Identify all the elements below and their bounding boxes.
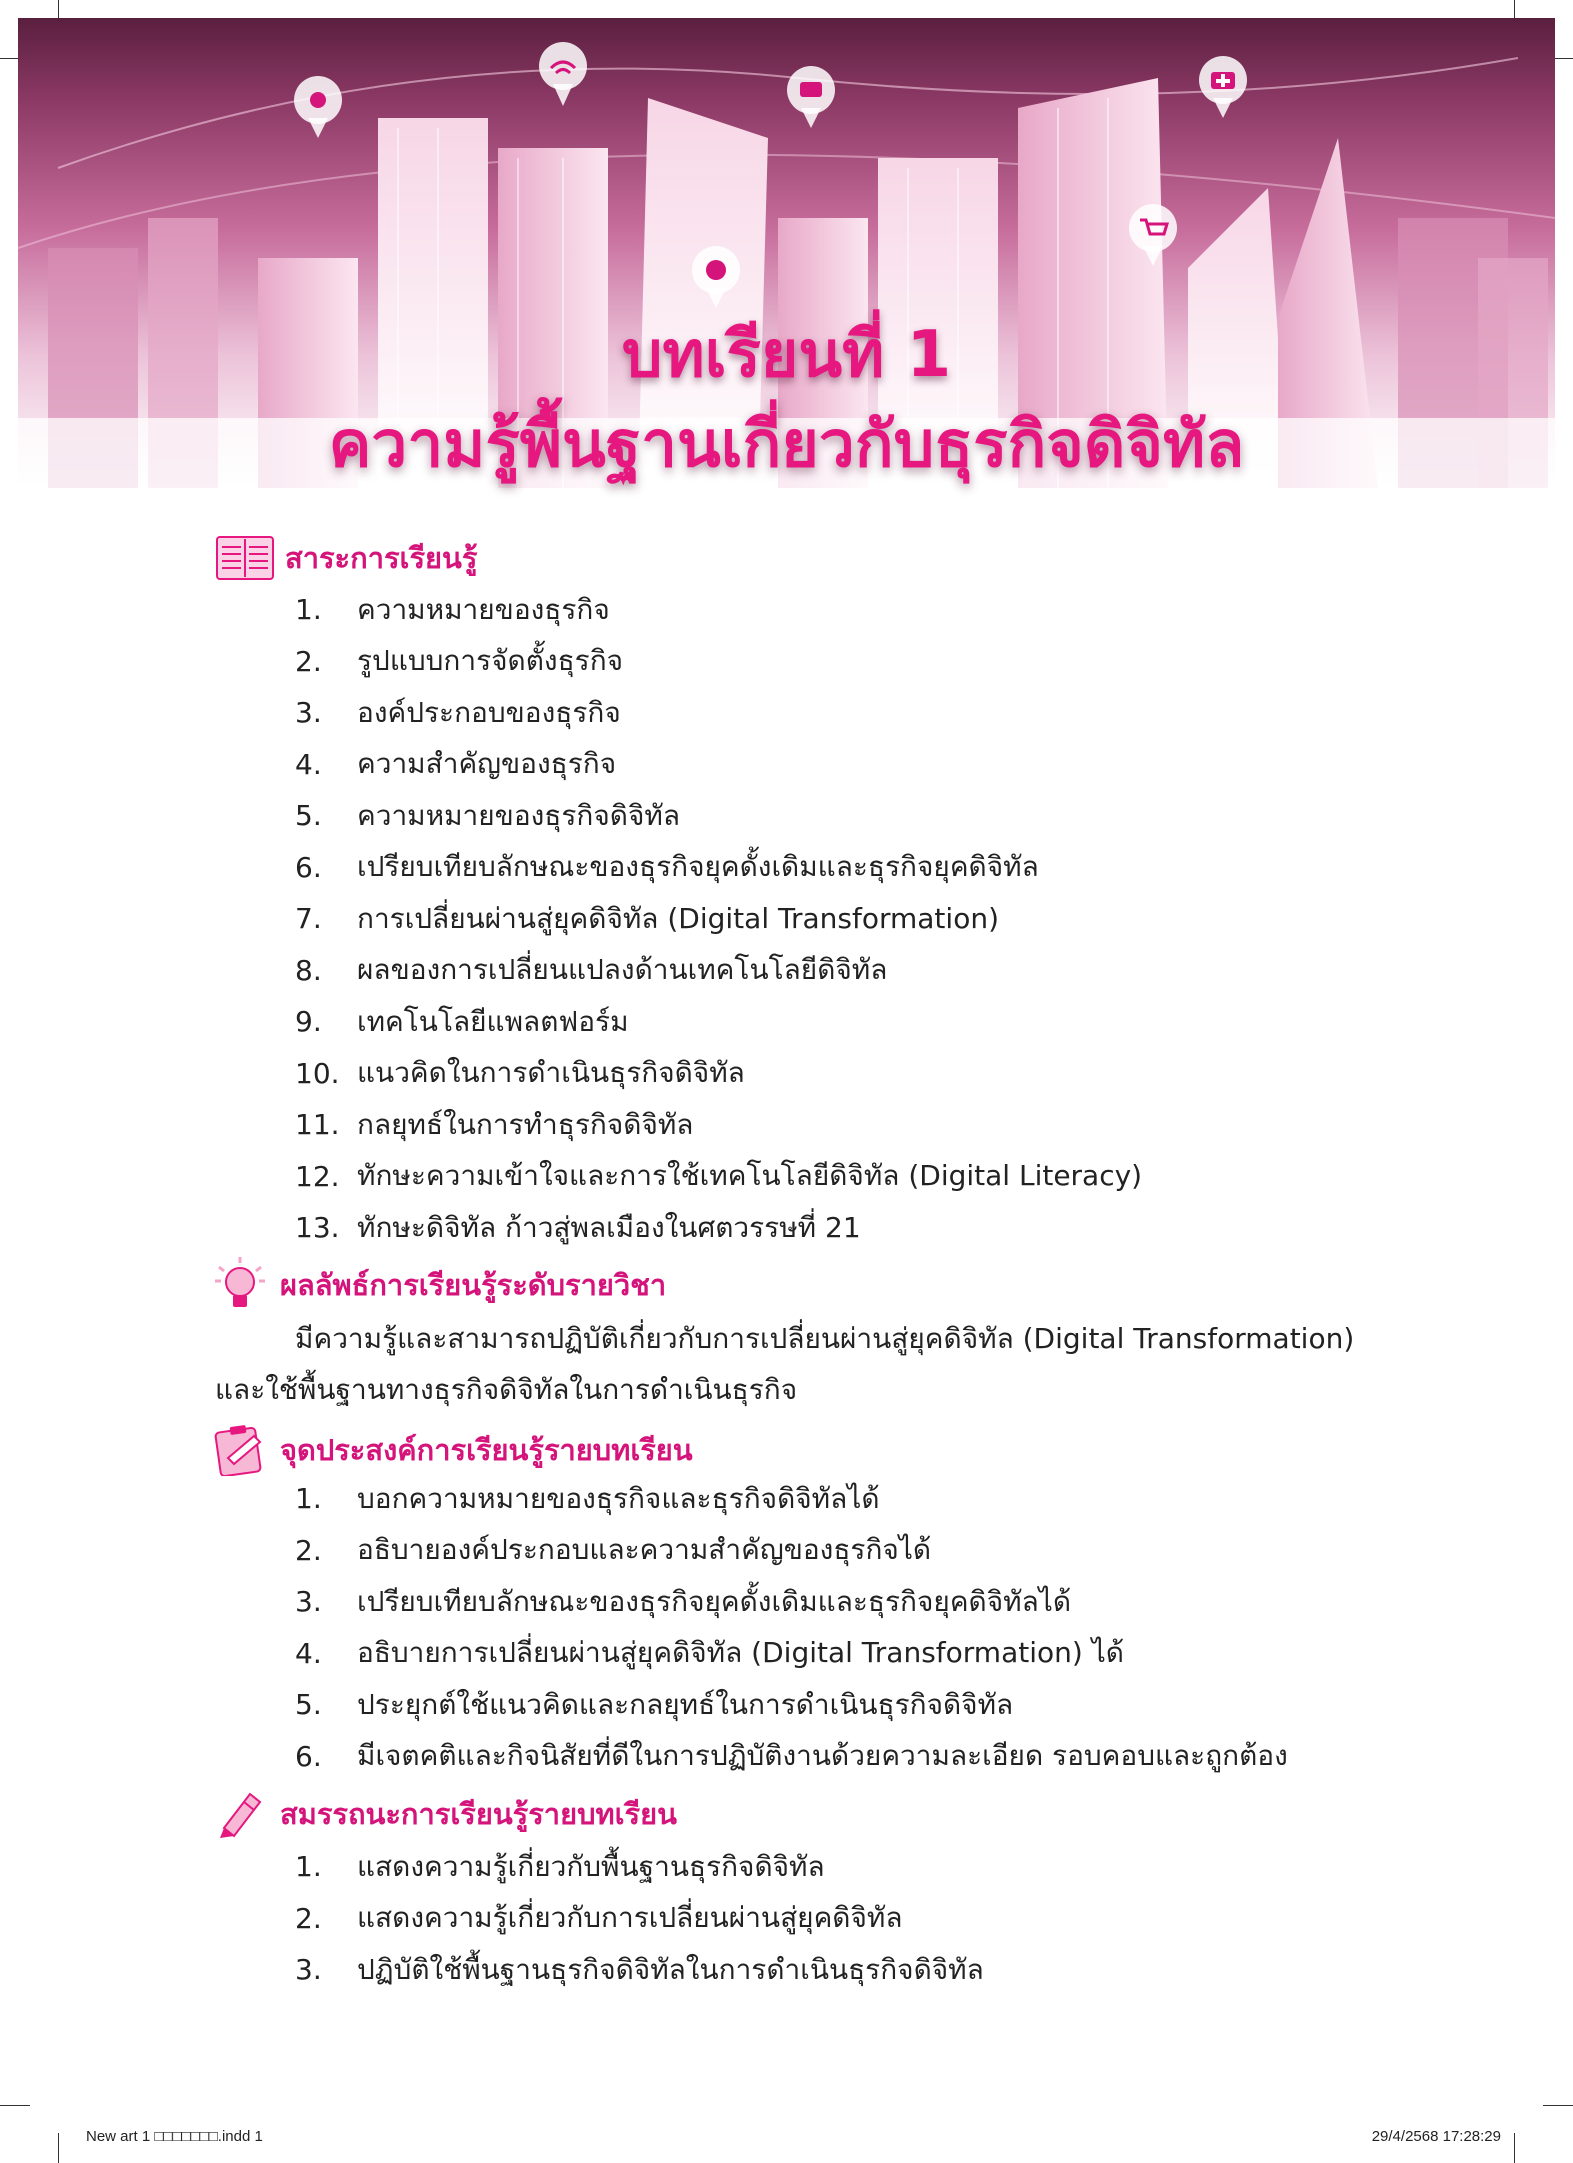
list-item (295, 739, 1142, 791)
footer-filename: New art 1 □□□□□□□.indd 1 (86, 2128, 263, 2145)
list-item (295, 1525, 1288, 1577)
item-text: ความหมายของธุรกิจ (357, 592, 610, 626)
item-text: กลยุทธ์ในการทำธุรกิจดิจิทัล (357, 1107, 694, 1141)
section-heading-content (215, 533, 477, 583)
item-text: อธิบายการเปลี่ยนผ่านสู่ยุคดิจิทัล (Digital Transformation) ได้ (357, 1636, 1124, 1670)
list-item (295, 1679, 1288, 1731)
list-item (295, 1731, 1288, 1783)
item-text: ทักษะดิจิทัล ก้าวสู่พลเมืองในศตวรรษที่ 21 (357, 1210, 861, 1244)
list-item (295, 1151, 1142, 1203)
pencil-icon (210, 1789, 270, 1839)
footer-timestamp: 29/4/2568 17:28:29 (1371, 2128, 1501, 2145)
list-item (295, 1473, 1288, 1525)
wifi-pin-icon (539, 42, 587, 106)
list-item (295, 1944, 984, 1996)
medical-pin-icon (1199, 56, 1247, 118)
section-heading-objectives (210, 1425, 693, 1475)
objectives-list (295, 1473, 1288, 1782)
list-item (295, 636, 1142, 688)
outcome-line-2: และใช้พื้นฐานทางธุรกิจดิจิทัลในการดำเนินธุรกิจ (215, 1373, 798, 1406)
section-heading-competency (210, 1789, 677, 1839)
item-number: 2. (295, 644, 322, 678)
section-heading-outcome (210, 1260, 666, 1310)
list-item (295, 842, 1142, 894)
list-item (295, 584, 1142, 636)
item-number: 3. (295, 1953, 322, 1987)
crop-mark (1514, 2133, 1515, 2163)
item-text: ผลของการเปลี่ยนแปลงด้านเทคโนโลยีดิจิทัล (357, 953, 888, 987)
list-item (295, 893, 1142, 945)
section-title: จุดประสงค์การเรียนรู้รายบทเรียน (280, 1433, 693, 1467)
content-list (295, 584, 1142, 1254)
item-text: ทักษะความเข้าใจและการใช้เทคโนโลยีดิจิทัล (Digital Literacy) (357, 1159, 1143, 1193)
item-number: 1. (295, 1850, 322, 1884)
list-item (295, 1628, 1288, 1680)
book-icon (215, 533, 275, 583)
item-text: เปรียบเทียบลักษณะของธุรกิจยุคดั้งเดิมและธุรกิจยุคดิจิทัล (357, 850, 1039, 884)
chapter-number: บทเรียนที่ 1 (621, 318, 952, 392)
clipboard-icon (210, 1425, 270, 1475)
item-text: แสดงความรู้เกี่ยวกับพื้นฐานธุรกิจดิจิทัล (357, 1849, 825, 1883)
item-text: แนวคิดในการดำเนินธุรกิจดิจิทัล (357, 1056, 745, 1090)
item-text: แสดงความรู้เกี่ยวกับการเปลี่ยนผ่านสู่ยุคดิจิทัล (357, 1901, 903, 1935)
item-number: 4. (295, 747, 322, 781)
item-text: ความสำคัญของธุรกิจ (357, 747, 617, 781)
list-item (295, 1893, 984, 1945)
section-title: สาระการเรียนรู้ (285, 541, 478, 575)
chat-pin-icon (787, 66, 835, 128)
item-text: บอกความหมายของธุรกิจและธุรกิจดิจิทัลได้ (357, 1481, 880, 1515)
item-number: 8. (295, 953, 322, 987)
item-text: ปฏิบัติใช้พื้นฐานธุรกิจดิจิทัลในการดำเนินธุรกิจดิจิทัล (357, 1952, 984, 1986)
list-item (295, 1202, 1142, 1254)
list-item (295, 1099, 1142, 1151)
lightbulb-icon (210, 1260, 270, 1310)
item-number: 11. (295, 1108, 340, 1142)
item-number: 5. (295, 799, 322, 833)
list-item (295, 1048, 1142, 1100)
crop-mark (58, 2133, 59, 2163)
item-text: อธิบายองค์ประกอบและความสำคัญของธุรกิจได้ (357, 1533, 932, 1567)
list-item (295, 687, 1142, 739)
chapter-title: ความรู้พื้นฐานเกี่ยวกับธุรกิจดิจิทัล (328, 408, 1245, 482)
item-number: 2. (295, 1901, 322, 1935)
list-item (295, 1841, 984, 1893)
item-number: 5. (295, 1688, 322, 1722)
item-number: 13. (295, 1211, 340, 1245)
item-text: รูปแบบการจัดตั้งธุรกิจ (357, 644, 624, 678)
item-text: เปรียบเทียบลักษณะของธุรกิจยุคดั้งเดิมและธุรกิจยุคดิจิทัลได้ (357, 1584, 1072, 1618)
item-text: มีเจตคติและกิจนิสัยที่ดีในการปฏิบัติงานด้วยความละเอียด รอบคอบและถูกต้อง (357, 1739, 1288, 1773)
item-text: เทคโนโลยีแพลตฟอร์ม (357, 1004, 629, 1038)
competency-list (295, 1841, 984, 1996)
item-number: 7. (295, 902, 322, 936)
list-item (295, 1576, 1288, 1628)
crop-mark (1543, 2105, 1573, 2106)
item-number: 12. (295, 1159, 340, 1193)
crop-mark (0, 2105, 30, 2106)
item-number: 3. (295, 1585, 322, 1619)
list-item (295, 996, 1142, 1048)
item-text: ประยุกต์ใช้แนวคิดและกลยุทธ์ในการดำเนินธุรกิจดิจิทัล (357, 1687, 1014, 1721)
item-number: 10. (295, 1056, 340, 1090)
location-pin-icon (294, 76, 342, 138)
item-number: 6. (295, 1739, 322, 1773)
outcome-line-1: มีความรู้และสามารถปฏิบัติเกี่ยวกับการเปลี่ยนผ่านสู่ยุคดิจิทัล (Digital Transformation) (295, 1322, 1355, 1355)
item-text: องค์ประกอบของธุรกิจ (357, 695, 621, 729)
section-title: ผลลัพธ์การเรียนรู้ระดับรายวิชา (280, 1268, 667, 1302)
item-number: 9. (295, 1005, 322, 1039)
list-item (295, 945, 1142, 997)
item-text: ความหมายของธุรกิจดิจิทัล (357, 798, 680, 832)
item-number: 1. (295, 593, 322, 627)
item-number: 6. (295, 850, 322, 884)
section-title: สมรรถนะการเรียนรู้รายบทเรียน (280, 1797, 677, 1831)
item-text: การเปลี่ยนผ่านสู่ยุคดิจิทัล (Digital Transformation) (357, 901, 999, 935)
item-number: 4. (295, 1636, 322, 1670)
list-item (295, 790, 1142, 842)
item-number: 2. (295, 1533, 322, 1567)
item-number: 3. (295, 696, 322, 730)
item-number: 1. (295, 1482, 322, 1516)
